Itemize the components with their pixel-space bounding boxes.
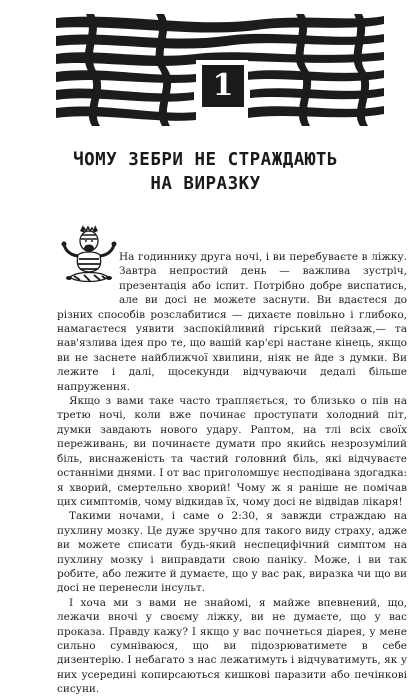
paragraph: Такими ночами, і саме о 2:30, я завжди страждаю на пухлину мозку. Це дуже зручно для такого виду страху, адже ви можете списати будь-який неспецифічний симптом на пухлину мозку і виправдати свою паніку. Може, і ви так робите, або лежите й думаєте, що у вас рак, виразка чи що ви досі не перенесли інсульт.: [57, 510, 407, 595]
paragraph: На годинникy друга ночі, і ви перебуваєте в ліжку. Завтра непростий день — важлива зустріч, презентація або іспит. Потрібно добре виспатись, але ви досі не можете заснути. Ви вдаєтеся до різних способів розслабитися — дихаєте повільно і глибоко, намагаєтеся уявити заспокійливий гірський пейзаж,— та нав'язлива ідея про те, що вашій кар'єрі настане кінець, якщо ви не заснете найближчої хвилини, ніяк не йде з думки. Ви лежите і далі, щосекунди відчуваючи дедалі більше напруження.: [57, 251, 407, 393]
chapter-title-line-1: ЧОМУ ЗЕБРИ НЕ СТРАЖДАЮТЬ: [73, 150, 338, 170]
chapter-title-line-2: НА ВИРАЗКУ: [150, 174, 261, 194]
chapter-body-text: [57, 250, 407, 697]
chapter-number: 1: [212, 68, 234, 103]
paragraph: Якщо з вами таке часто трапляється, то близько о пів на третю ночі, коли вже починає проступати холодний піт, думки завдають нового удару. Раптом, на тлі всіх своїх переживань, ви починаєте думати про якийсь незрозумілий біль, виснаженість та частий головний біль, які відчуваєте останніми днями. І от вас приголомшує несподівана здогадка: я хворий, смертельно хворий! Чому ж я раніше не помічав цих симптомів, чому відкидав їх, чому досі не відвідав лікаря!: [57, 395, 407, 508]
paragraph: І хоча ми з вами не знайомі, я майже впевнений, що, лежачи вночі у своєму ліжку, ви не думаєте, що у вас проказа. Правду кажу? І якщо у вас почнеться діарея, у мене сильно сумніваюся, що ви підозрюватимете в себе дизентерію. І небагато з нас лежатимуть і відчуватимуть, як у них усередині копирсаються кишкові паразити або печінкові сисуни.: [57, 596, 407, 696]
chapter-number-box: [200, 63, 246, 109]
